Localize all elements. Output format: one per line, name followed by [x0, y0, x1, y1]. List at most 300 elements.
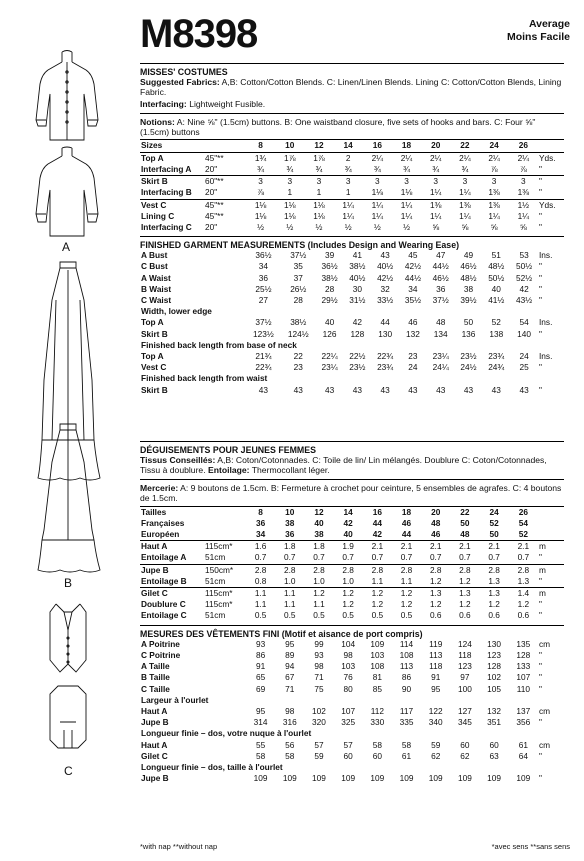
value-cell: 2.8 [392, 564, 421, 576]
value-cell: ¾ [373, 163, 381, 174]
value-cell: 124½ [287, 328, 309, 339]
value-cell: 34 [408, 283, 418, 294]
value-cell: 43 [463, 384, 474, 395]
row-label: C Bust [141, 261, 168, 272]
row-label: Haut A [141, 705, 168, 716]
subheading: Finished back length from waist [141, 373, 268, 384]
size-cell: 34 [255, 529, 266, 540]
value-cell: 3 [304, 176, 333, 188]
size-header-cell: 10 [275, 140, 304, 152]
value-cell: 22¾ [255, 362, 272, 373]
level-en: Average [528, 18, 570, 30]
subheading: Longueur finie – dos, taille à l'ourlet [141, 761, 283, 772]
value-cell: 61 [518, 739, 528, 750]
size-header-cell: 14 [334, 140, 363, 152]
skirt-b-front-drawing [38, 262, 100, 480]
size-header-cell: 24 [480, 140, 509, 152]
row-label: Interfacing A [141, 163, 192, 174]
size-header-cell: 22 [450, 140, 479, 152]
value-cell: 1.6 [246, 541, 275, 553]
size-cell: 44 [372, 517, 382, 528]
size-header-cell: 8 [246, 140, 275, 152]
value-cell: 126 [322, 328, 337, 339]
value-cell: 3 [334, 176, 363, 188]
value-cell: 0.5 [284, 610, 296, 621]
size-cell: 38 [285, 517, 295, 528]
value-cell: 98 [314, 661, 324, 672]
yardage-row [140, 211, 564, 222]
value-cell: 2.8 [480, 564, 509, 576]
size-cell: 40 [314, 517, 324, 528]
value-cell: 63 [489, 750, 499, 761]
value-cell: 91 [431, 672, 441, 683]
value-cell: 138 [489, 328, 504, 339]
value-cell: 55 [255, 739, 266, 750]
measurement-row [140, 717, 564, 728]
value-cell: 1.3 [517, 575, 530, 586]
value-cell: 1.1 [254, 599, 267, 610]
value-cell: 25 [519, 362, 529, 373]
value-cell: 133 [516, 661, 531, 672]
measurement-row [140, 261, 564, 272]
value-cell: 134 [433, 328, 448, 339]
unit-cell: " [539, 295, 542, 306]
value-cell: ⅝ [432, 221, 440, 232]
value-cell: 95 [285, 638, 295, 649]
value-cell: 0.6 [429, 610, 442, 621]
value-cell: 23 [293, 362, 303, 373]
size-cell: 48 [460, 529, 470, 540]
value-cell: 53 [519, 250, 529, 261]
value-cell: 123 [457, 661, 472, 672]
value-cell: 2.1 [509, 541, 538, 553]
en-yardage-table [140, 139, 564, 233]
value-cell: 50½ [488, 272, 505, 283]
unit-cell: " [539, 610, 542, 621]
value-cell: 0.7 [254, 552, 267, 563]
value-cell: 1¾ [246, 152, 275, 164]
size-row [140, 518, 564, 529]
value-cell: 1.2 [304, 588, 333, 600]
value-cell: 27 [258, 295, 269, 306]
value-cell: 2.8 [304, 564, 333, 576]
value-cell: 46 [408, 317, 418, 328]
value-cell: 2.1 [480, 541, 509, 553]
row-label: Gilet C [140, 588, 204, 600]
value-cell: 1.0 [313, 575, 325, 586]
unit-cell: " [539, 362, 542, 373]
value-cell: 67 [285, 672, 295, 683]
row-label: A Taille [141, 661, 170, 672]
value-cell: 3 [275, 176, 304, 188]
view-label-a: A [62, 240, 71, 254]
value-cell: 102 [312, 705, 326, 716]
value-cell: 112 [370, 705, 384, 716]
value-cell: 105 [487, 683, 502, 694]
value-cell: 118 [429, 661, 443, 672]
vest-c-front-drawing [50, 604, 86, 672]
fabric-width: 115cm* [204, 588, 246, 600]
unit-cell: Yds. [538, 152, 564, 164]
value-cell: ¾ [257, 163, 265, 174]
value-cell: 43 [324, 384, 335, 395]
row-label: A Waist [141, 272, 171, 283]
measurement-row [140, 672, 564, 683]
value-cell: 0.7 [284, 552, 296, 563]
value-cell: 2¼ [392, 152, 421, 164]
unit-cell: " [539, 283, 542, 294]
value-cell: 43 [293, 384, 303, 395]
value-cell: 41½ [488, 295, 505, 306]
value-cell: 23¾ [377, 362, 394, 373]
value-cell: 316 [282, 717, 297, 728]
value-cell: 1 [287, 187, 293, 198]
value-cell: 49 [463, 250, 474, 261]
unit-cell: " [538, 176, 564, 188]
value-cell: 3 [450, 176, 479, 188]
value-cell: 46½ [460, 261, 477, 272]
en-fabrics: Suggested Fabrics: A,B: Cotton/Cotton Blends. C: Linen/Linen Blends. Lining C: Cotton/Cotton Blends, Lining Fabric. [140, 77, 562, 97]
fabric-width: 20" [205, 163, 218, 174]
value-cell: 2.8 [421, 564, 450, 576]
size-cell: 20 [421, 506, 450, 518]
size-cell: 26 [509, 506, 538, 518]
value-cell: 1⅜ [488, 187, 500, 198]
value-cell: 3 [363, 176, 392, 188]
row-label: Entoilage C [141, 610, 187, 621]
size-cell: 48 [431, 517, 441, 528]
unit-cell: m [538, 564, 564, 576]
value-cell: 1⅛ [400, 187, 413, 198]
unit-cell: " [539, 672, 542, 683]
value-cell: 23¼ [321, 362, 338, 373]
value-cell: 1¼ [334, 199, 363, 211]
value-cell: 1.2 [400, 599, 413, 610]
value-cell: 1.9 [334, 541, 363, 553]
fabric-width: 115cm* [204, 541, 246, 553]
value-cell: 37½ [432, 295, 449, 306]
row-label: Lining C [141, 210, 175, 221]
size-row [140, 506, 564, 518]
fabric-width: 51cm [205, 575, 226, 586]
value-cell: 1.3 [480, 588, 509, 600]
pattern-number: M8398 [140, 12, 258, 56]
value-cell: 1.2 [342, 599, 354, 610]
value-cell: 22 [293, 351, 303, 362]
value-cell: 1⅜ [450, 199, 479, 211]
value-cell: 76 [343, 672, 353, 683]
unit-cell: m [538, 541, 564, 553]
value-cell: 335 [399, 717, 414, 728]
unit-cell: " [539, 649, 542, 660]
value-cell: 40 [324, 317, 335, 328]
value-cell: 1¼ [429, 187, 442, 198]
row-label: Jupe B [140, 564, 204, 576]
row-label: Skirt B [141, 328, 168, 339]
difficulty-level [507, 18, 570, 44]
value-cell: 1¼ [459, 210, 471, 221]
row-label: Top A [141, 317, 164, 328]
value-cell: 37 [293, 272, 303, 283]
value-cell: 1⅛ [313, 210, 325, 221]
measurement-row [140, 762, 564, 773]
value-cell: 58 [372, 739, 382, 750]
value-cell: 43 [380, 250, 390, 261]
value-cell: 1.1 [313, 599, 325, 610]
value-cell: 91 [255, 661, 266, 672]
fabric-width: 51cm [205, 610, 226, 621]
value-cell: 1⅞ [304, 152, 333, 164]
value-cell: 43 [491, 384, 501, 395]
value-cell: 85 [372, 683, 382, 694]
value-cell: 61 [401, 750, 412, 761]
value-cell: ¾ [286, 163, 294, 174]
value-cell: 0.6 [488, 610, 500, 621]
value-cell: 2.1 [363, 541, 392, 553]
row-label: Skirt B [141, 384, 168, 395]
value-cell: 1 [316, 187, 322, 198]
size-cell: 14 [334, 506, 363, 518]
fabric-width: 45"** [205, 210, 224, 221]
value-cell: 42 [352, 317, 362, 328]
value-cell: 128 [487, 661, 502, 672]
measurement-row [140, 295, 564, 306]
value-cell: 109 [487, 773, 502, 784]
value-cell: 127 [457, 705, 472, 716]
yardage-row [140, 222, 564, 233]
value-cell: 58 [401, 739, 412, 750]
value-cell: 109 [428, 773, 443, 784]
value-cell: 124 [457, 638, 472, 649]
value-cell: 42½ [404, 261, 421, 272]
unit-cell: " [539, 661, 542, 672]
value-cell: ½ [403, 221, 410, 232]
value-cell: 60 [372, 750, 382, 761]
measurement-row [140, 284, 564, 295]
value-cell: 39 [324, 250, 335, 261]
value-cell: 122 [428, 705, 443, 716]
value-cell: 93 [314, 649, 324, 660]
value-cell: 0.5 [313, 610, 325, 621]
row-label: A Poitrine [141, 638, 180, 649]
value-cell: 1.0 [284, 575, 296, 586]
value-cell: ¾ [432, 163, 440, 174]
value-cell: 1.2 [459, 575, 471, 586]
measurement-row [140, 751, 564, 762]
value-cell: 118 [458, 649, 472, 660]
value-cell: ½ [315, 221, 323, 232]
value-cell: 2.1 [421, 541, 450, 553]
value-cell: 47 [436, 250, 446, 261]
value-cell: 31½ [349, 295, 366, 306]
value-cell: 97 [460, 672, 470, 683]
value-cell: 1.8 [275, 541, 304, 553]
size-cell: 40 [343, 529, 353, 540]
value-cell: 128 [516, 649, 531, 660]
row-label: B Taille [141, 672, 170, 683]
value-cell: 23½ [349, 362, 366, 373]
value-cell: 2.8 [363, 564, 392, 576]
value-cell: 0.7 [488, 552, 500, 563]
value-cell: 1¼ [517, 210, 530, 221]
footnote-fr: *avec sens **sans sens [491, 842, 570, 851]
value-cell: 34 [258, 261, 269, 272]
value-cell: 2¼ [450, 152, 479, 164]
value-cell: 44½ [432, 261, 449, 272]
size-cell: 18 [392, 506, 421, 518]
value-cell: ⅞ [519, 163, 527, 174]
row-label: Doublure C [141, 599, 186, 610]
value-cell: 38½ [290, 317, 307, 328]
top-a-back-drawing [36, 147, 98, 236]
top-a-front-drawing [36, 51, 98, 141]
value-cell: ⅞ [257, 187, 265, 198]
value-cell: 30 [352, 283, 362, 294]
size-header-cell: 26 [509, 140, 538, 152]
value-cell: 57 [314, 739, 324, 750]
fr-fabrics: Tissus Conseillés: A,B: Coton/Cotonnades. C: Toile de lin/ Lin mélangés. Doublure C: Coton/Cotonnades, Tissu à doublure. Entoilage: Thermocollant léger. [140, 455, 547, 475]
value-cell: 100 [457, 683, 472, 694]
value-cell: 1.2 [363, 588, 392, 600]
value-cell: 2¼ [421, 152, 450, 164]
value-cell: 1⅛ [275, 199, 304, 211]
unit-cell: " [539, 552, 542, 563]
value-cell: 43 [352, 384, 362, 395]
value-cell: 23 [408, 351, 418, 362]
size-cell: 54 [518, 517, 528, 528]
yardage-row [140, 164, 564, 176]
value-cell: 351 [487, 717, 502, 728]
value-cell: 1⅛ [254, 210, 267, 221]
value-cell: ¾ [461, 163, 469, 174]
value-cell: 38½ [321, 272, 338, 283]
value-cell: 37½ [255, 317, 272, 328]
value-cell: 60 [489, 739, 499, 750]
value-cell: 98 [285, 705, 295, 716]
vest-c-back-drawing [50, 686, 86, 748]
unit-cell: " [539, 261, 542, 272]
value-cell: 86 [255, 649, 266, 660]
value-cell: 330 [370, 717, 385, 728]
value-cell: 108 [399, 649, 414, 660]
value-cell: 109 [457, 773, 472, 784]
measurement-row [140, 273, 564, 284]
value-cell: 103 [341, 661, 356, 672]
value-cell: 52½ [516, 272, 533, 283]
row-label: Vest C [141, 362, 167, 373]
value-cell: 107 [341, 705, 356, 716]
value-cell: 1.2 [334, 588, 363, 600]
value-cell: 37½ [290, 250, 307, 261]
value-cell: 43 [436, 384, 446, 395]
value-cell: 0.7 [517, 552, 530, 563]
value-cell: 1 [345, 187, 351, 198]
size-cell: 46 [401, 517, 412, 528]
measurement-row [140, 695, 564, 706]
row-label: Gilet C [141, 750, 168, 761]
value-cell: 3 [246, 176, 275, 188]
yardage-row [140, 564, 564, 576]
value-cell: 0.6 [517, 610, 530, 621]
value-cell: 22¼ [321, 351, 338, 362]
unit-cell: " [539, 221, 542, 232]
value-cell: ½ [257, 221, 265, 232]
subheading: Width, lower edge [141, 306, 212, 317]
value-cell: 130 [487, 638, 502, 649]
measurement-row [140, 385, 564, 396]
value-cell: 1⅜ [480, 199, 509, 211]
value-cell: 1.3 [488, 575, 500, 586]
value-cell: 123 [487, 649, 502, 660]
value-cell: 119 [429, 638, 443, 649]
size-header-cell: 16 [363, 140, 392, 152]
yardage-row [140, 599, 564, 610]
size-row [140, 529, 564, 541]
value-cell: 325 [341, 717, 356, 728]
value-cell: 32 [380, 283, 390, 294]
en-interfacing: Interfacing: Lightweight Fusible. [140, 98, 266, 109]
value-cell: 69 [255, 683, 266, 694]
value-cell: 102 [487, 672, 502, 683]
value-cell: ⅝ [461, 221, 469, 232]
row-label: Jupe B [141, 773, 169, 784]
size-header-cell: 18 [392, 140, 421, 152]
value-cell: 320 [312, 717, 326, 728]
unit-cell: " [539, 163, 542, 174]
yardage-row [140, 552, 564, 564]
row-label: Entoilage A [141, 552, 187, 563]
value-cell: 1.1 [246, 588, 275, 600]
value-cell: ¾ [344, 163, 352, 174]
value-cell: 38 [463, 283, 474, 294]
value-cell: 109 [370, 773, 385, 784]
unit-cell: " [539, 272, 542, 283]
value-cell: 60 [343, 750, 353, 761]
size-cell: 50 [460, 517, 470, 528]
value-cell: ⅝ [519, 221, 527, 232]
size-cell: 16 [363, 506, 392, 518]
value-cell: 41 [352, 250, 362, 261]
value-cell: 123½ [253, 328, 274, 339]
row-label: B Waist [141, 283, 172, 294]
subheading: Largeur à l'ourlet [141, 694, 209, 705]
value-cell: 42½ [377, 272, 394, 283]
fabric-width: 115cm* [205, 599, 233, 610]
row-label: C Poitrine [141, 649, 181, 660]
value-cell: 1⅜ [421, 199, 450, 211]
value-cell: ⅝ [490, 221, 498, 232]
value-cell: 48½ [488, 261, 505, 272]
value-cell: 0.6 [459, 610, 471, 621]
row-label: Haut A [141, 739, 168, 750]
value-cell: 2.8 [334, 564, 363, 576]
value-cell: 2.1 [450, 541, 479, 553]
value-cell: 23½ [460, 351, 477, 362]
unit-cell: " [539, 773, 542, 784]
value-cell: 0.7 [342, 552, 354, 563]
value-cell: 45 [408, 250, 418, 261]
value-cell: 104 [341, 638, 356, 649]
value-cell: 1.2 [429, 575, 442, 586]
value-cell: 1½ [509, 199, 538, 211]
value-cell: 3 [509, 176, 538, 188]
value-cell: 86 [401, 672, 412, 683]
row-label: Skirt B [140, 176, 204, 188]
size-cell: 42 [343, 517, 353, 528]
value-cell: 0.8 [254, 575, 267, 586]
value-cell: 56 [285, 739, 295, 750]
value-cell: 23¼ [432, 351, 449, 362]
